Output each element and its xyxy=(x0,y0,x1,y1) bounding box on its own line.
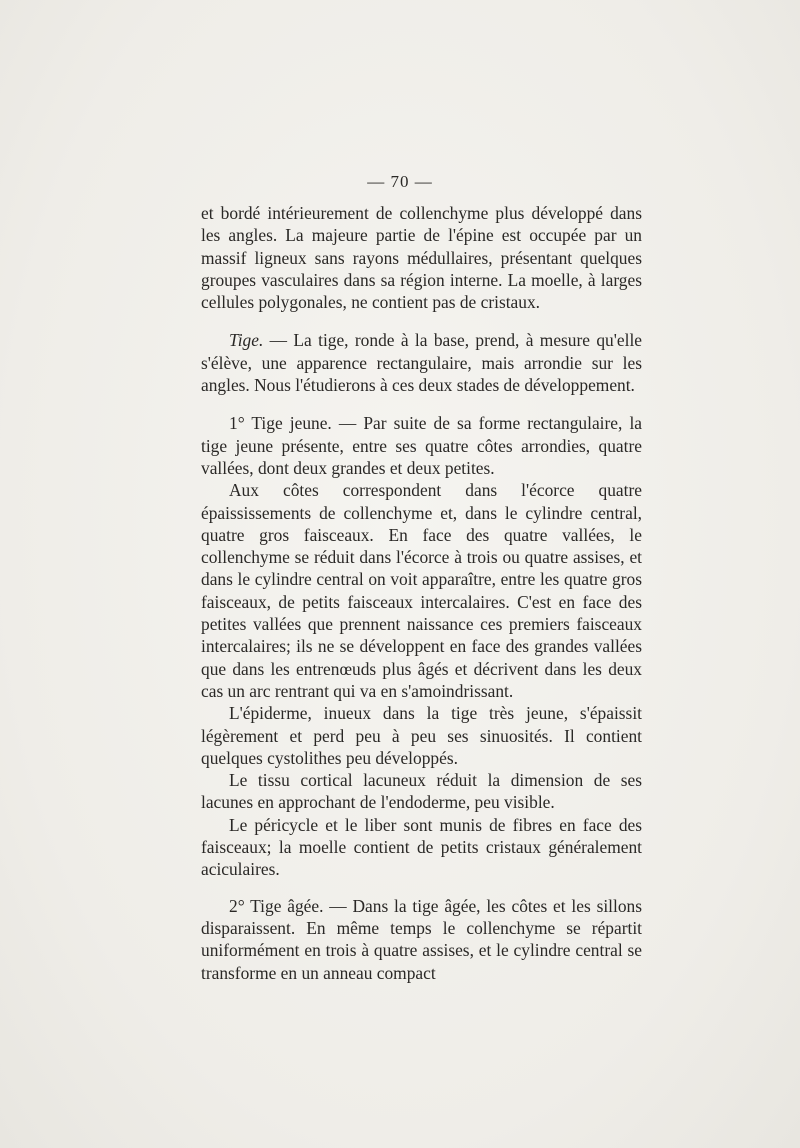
paragraph-text: Le péricycle et le liber sont munis de fibres en face des faisceaux; la moelle contient de petits cristaux généralement aciculaires. xyxy=(201,814,642,880)
section-heading-tige: Tige. xyxy=(229,330,264,351)
paragraph-text: — La tige, ronde à la base, prend, à mesure qu'elle s'élève, une apparence rectangulaire, mais arrondie sur les angles. Nous l'étudierons à ces deux stades de développement. xyxy=(201,330,642,396)
paragraph-text: Le tissu cortical lacuneux réduit la dimension de ses lacunes en approchant de l'endoderme, peu visible. xyxy=(201,770,642,813)
paragraph-epiderme xyxy=(201,702,642,769)
paragraph-text: 2° Tige âgée. — Dans la tige âgée, les côtes et les sillons disparaissent. En même temps le collenchyme se répartit uniformément en trois à quatre assises, et le cylindre central se transforme en un anneau compact xyxy=(201,895,642,983)
paragraph-tige-agee xyxy=(201,895,642,984)
page-number: — 70 — xyxy=(367,172,433,191)
paragraph-text: 1° Tige jeune. — Par suite de sa forme rectangulaire, la tige jeune présente, entre ses quatre côtes arrondies, quatre vallées, dont deux grandes et deux petites. xyxy=(201,413,642,478)
paragraph-continuation xyxy=(201,202,642,313)
paragraph-tige-jeune xyxy=(201,412,642,479)
paragraph-text: et bordé intérieurement de collenchyme plus développé dans les angles. La majeure partie de l'épine est occupée par un massif ligneux sans rayons médullaires, présentant quelques groupes vasculaires dans sa région interne. La moelle, à larges cellules polygonales, ne contient pas de cristaux. xyxy=(201,203,642,313)
paragraph-cotes xyxy=(201,479,642,702)
paragraph-text: Aux côtes correspondent dans l'écorce quatre épaississements de collenchyme et, dans le cylindre central, quatre gros faisceaux. En face des quatre vallées, le collenchyme se réduit dans l'écorce à trois ou quatre assises, et dans le cylindre central on voit apparaître, entre les quatre gros faisceaux, de petits faisceaux intercalaires. C'est en face des petites vallées que prennent naissance ces premiers faisceaux intercalaires; ils ne se développent en face des grandes vallées que dans les entrenœuds plus âgés et décrivent dans les deux cas un arc rentrant qui va en s'amoindrissant. xyxy=(201,480,642,701)
paragraph-tissu-cortical xyxy=(201,769,642,814)
body-text xyxy=(201,202,642,984)
paragraph-tige xyxy=(201,329,642,396)
paragraph-pericycle xyxy=(201,814,642,881)
paragraph-text: L'épiderme, inueux dans la tige très jeune, s'épaissit légèrement et perd peu à peu ses sinuosités. Il contient quelques cystolithes peu développés. xyxy=(201,703,642,768)
